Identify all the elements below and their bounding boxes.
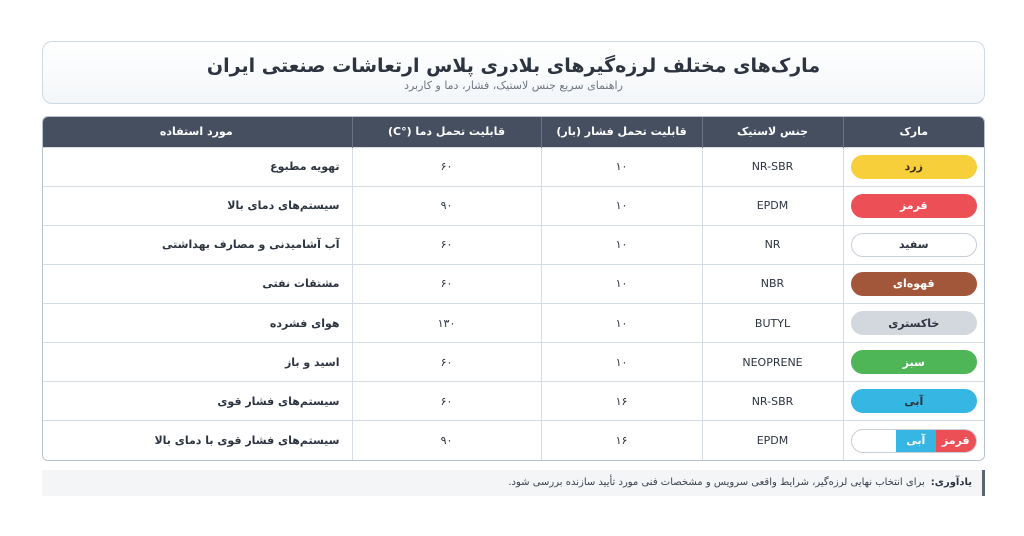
usage-cell: اسید و باز [42,343,352,382]
mark-cell [843,264,984,303]
rubber-cell: NR-SBR [702,382,843,421]
temp-cell: ۶۰ [352,343,541,382]
page-header [42,41,985,104]
note-label: یادآوری: [930,477,972,488]
pressure-cell: ۱۰ [541,264,702,303]
rubber-cell: EPDM [702,186,843,225]
col-header-mark: مارک [843,117,984,147]
table-row [42,186,984,225]
usage-cell: سیستم‌های فشار قوی [42,382,352,421]
temp-cell: ۶۰ [352,264,541,303]
col-header-temp: قابلیت تحمل دما (°C) [352,117,541,147]
pressure-cell: ۱۶ [541,382,702,421]
rubber-cell: EPDM [702,421,843,460]
rubber-cell: NBR [702,264,843,303]
mark-cell [843,382,984,421]
pressure-cell: ۱۰ [541,147,702,186]
usage-cell: مشتقات نفتی [42,264,352,303]
mark-cell [843,304,984,343]
rubber-cell: NR [702,225,843,264]
temp-cell: ۱۳۰ [352,304,541,343]
mark-cell [843,225,984,264]
temp-cell: ۹۰ [352,186,541,225]
temp-cell: ۹۰ [352,421,541,460]
col-header-rubber: جنس لاستیک [702,117,843,147]
col-header-usage: مورد استفاده [42,117,352,147]
pressure-cell: ۱۶ [541,421,702,460]
note-text: برای انتخاب نهایی لرزه‌گیر، شرایط واقعی سرویس و مشخصات فنی مورد تأیید سازنده بررسی شود. [508,477,925,488]
temp-cell: ۶۰ [352,225,541,264]
mark-badge: قرمز [851,194,977,218]
usage-cell: آب آشامیدنی و مصارف بهداشتی [42,225,352,264]
table-row [42,382,984,421]
rubber-cell: BUTYL [702,304,843,343]
mark-badge: خاکستری [851,311,977,335]
pressure-cell: ۱۰ [541,225,702,264]
rubber-cell: NEOPRENE [702,343,843,382]
table-row [42,264,984,303]
mark-badge: آبی [851,389,977,413]
page-title: مارک‌های مختلف لرزه‌گیرهای بلادری پلاس ارتعاشات صنعتی ایران [206,55,821,77]
table-row [42,304,984,343]
table-header-row [42,117,984,147]
mark-badge: سفید [851,233,977,257]
usage-cell: سیستم‌های فشار قوی با دمای بالا [42,421,352,460]
rubber-cell: NR-SBR [702,147,843,186]
page-subtitle: راهنمای سریع جنس لاستیک، فشار، دما و کاربرد [404,79,623,92]
usage-cell: تهویه مطبوع [42,147,352,186]
mark-cell [843,147,984,186]
mark-cell [843,186,984,225]
mark-badge: سبز [851,350,977,374]
table-row [42,225,984,264]
mark-cell [843,421,984,460]
mark-cell [843,343,984,382]
col-header-pressure: قابلیت تحمل فشار (بار) [541,117,702,147]
mark-badge-red: قرمز [936,430,976,452]
mark-badge: قهوه‌ای [851,272,977,296]
pressure-cell: ۱۰ [541,343,702,382]
usage-cell: هوای فشرده [42,304,352,343]
mark-badge-blue: آبی [896,430,936,452]
reminder-note [42,470,985,496]
table-row [42,421,984,460]
pressure-cell: ۱۰ [541,186,702,225]
table-row [42,343,984,382]
mark-badge-combo [851,429,977,453]
table-row [42,147,984,186]
marks-table [42,116,985,461]
pressure-cell: ۱۰ [541,304,702,343]
mark-badge: زرد [851,155,977,179]
usage-cell: سیستم‌های دمای بالا [42,186,352,225]
temp-cell: ۶۰ [352,147,541,186]
temp-cell: ۶۰ [352,382,541,421]
